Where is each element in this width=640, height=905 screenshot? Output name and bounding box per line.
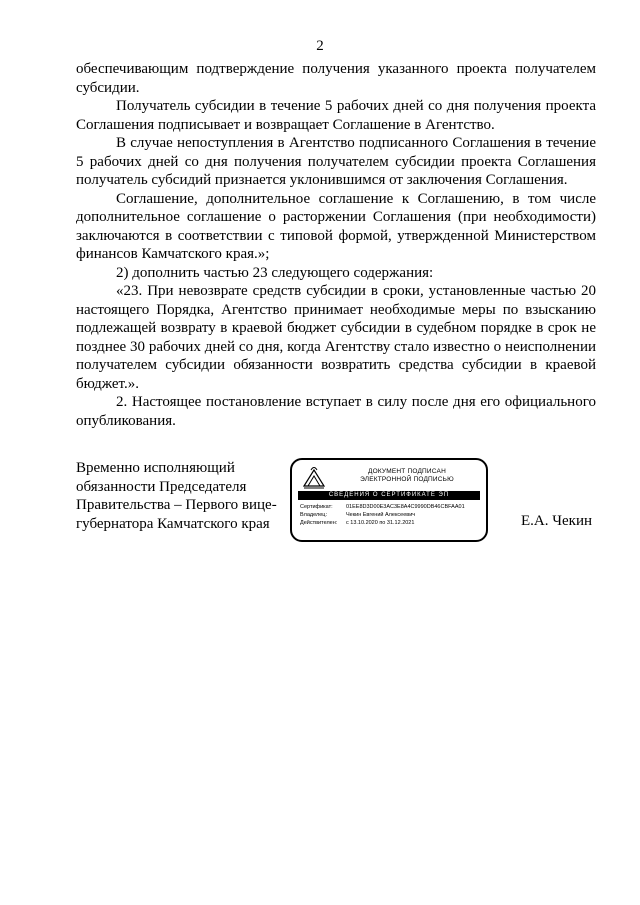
paragraph: обеспечивающим подтверждение получения указанного проекта получателем субсидии. — [76, 61, 596, 96]
stamp-row — [300, 519, 484, 527]
signer-title-line: Временно исполняющий — [76, 460, 235, 476]
paragraph: 2. Настоящее постановление вступает в силу после дня его официального опубликования. — [76, 394, 596, 429]
stamp-key: Действителен: — [300, 520, 338, 526]
signer-title-line: обязанности Председателя — [76, 478, 247, 495]
signer-title — [76, 459, 276, 533]
stamp-title-line: ЭЛЕКТРОННОЙ ПОДПИСЬЮ — [360, 476, 454, 483]
stamp-title — [332, 468, 482, 484]
stamp-row — [300, 511, 484, 519]
paragraph: Соглашение, дополнительное соглашение к Соглашению, в том числе дополнительное соглашение о расторжении Соглашения (при необходимости) заключаются в соответствии с типовой формой, утвержденной Министерством финансов Камчатского края.»; — [76, 190, 596, 262]
paragraph: В случае непоступления в Агентство подписанного Соглашения в течение 5 рабочих дней со дня получения получателем субсидии проекта Соглашения получатель субсидий признается уклонившимся от заключения Соглашения. — [76, 135, 596, 188]
stamp-key: Владелец: — [300, 512, 327, 518]
stamp-value: Чекин Евгений Алексеевич — [346, 512, 416, 518]
coat-of-arms-icon — [302, 464, 326, 490]
signer-title-line: губернатора Камчатского края — [76, 515, 270, 532]
electronic-signature-stamp — [290, 458, 488, 542]
document-body — [76, 60, 596, 430]
signer-title-line: Правительства – Первого вице- — [76, 497, 277, 513]
stamp-header: СВЕДЕНИЯ О СЕРТИФИКАТЕ ЭП — [298, 491, 480, 500]
page-number: 2 — [316, 38, 324, 54]
stamp-row — [300, 503, 484, 511]
paragraph: «23. При невозврате средств субсидии в сроки, установленные частью 20 настоящего Порядка, Агентство принимает необходимые меры по взысканию подлежащей возврату в краевой бюджет субсидии в судебном порядке в срок не позднее 30 рабочих дней со дня, когда Агентству стало известно о неисполнении получателем субсидии обязанности возвратить средства субсидии в краевой бюджет.». — [76, 283, 596, 392]
stamp-key: Сертификат: — [300, 504, 333, 510]
stamp-title-line: ДОКУМЕНТ ПОДПИСАН — [368, 468, 446, 475]
stamp-value: с 13.10.2020 по 31.12.2021 — [346, 520, 415, 526]
signer-name: Е.А. Чекин — [521, 513, 592, 529]
paragraph: Получатель субсидии в течение 5 рабочих дней со дня получения проекта Соглашения подписывает и возвращает Соглашение в Агентство. — [76, 98, 596, 133]
stamp-value: 01EE8D3D00E3AC3E8A4C9990DB46CBFAA01 — [346, 504, 465, 510]
stamp-details — [300, 503, 484, 527]
paragraph: 2) дополнить частью 23 следующего содержания: — [116, 264, 434, 281]
